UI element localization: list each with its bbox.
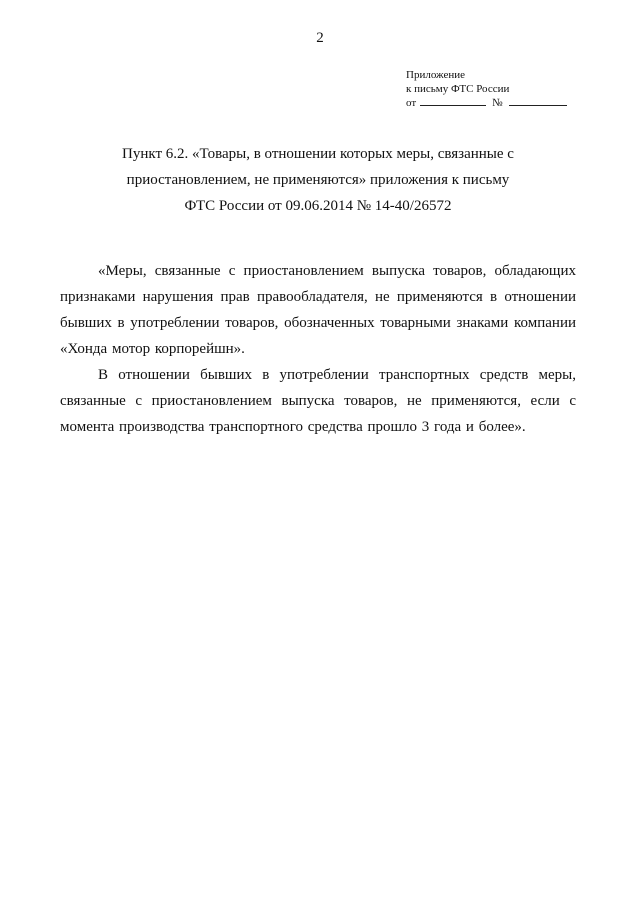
document-body: [60, 258, 576, 440]
heading-line-1: Пункт 6.2. «Товары, в отношении которых меры, связанные с: [122, 146, 514, 162]
date-blank-line: [420, 96, 486, 106]
attachment-date-number-line: [406, 96, 616, 110]
attachment-block: [406, 68, 616, 110]
number-blank-line: [509, 96, 567, 106]
heading-line-2: приостановлением, не применяются» приложения к письму: [126, 172, 510, 188]
attachment-title: Приложение: [406, 69, 466, 81]
body-paragraph-1: «Меры, связанные с приостановлением выпуска товаров, обладающих признаками нарушения прав правообладателя, не применяются в отношении бывших в употреблении товаров, обозначенных товарными знаками компании «Хонда мотор корпорейшн».: [60, 263, 576, 357]
attachment-from-label: от: [406, 97, 417, 109]
section-heading: [60, 141, 576, 219]
page-number: 2: [316, 30, 324, 46]
attachment-letter-ref: к письму ФТС России: [406, 83, 510, 95]
attachment-number-label: №: [492, 97, 503, 109]
heading-line-3: ФТС России от 09.06.2014 № 14-40/26572: [184, 198, 452, 214]
body-paragraph-2: В отношении бывших в употреблении транспортных средств меры, связанные с приостановлением выпуска товаров, не применяются, если с момента производства транспортного средства прошло 3 года и более».: [60, 367, 576, 435]
